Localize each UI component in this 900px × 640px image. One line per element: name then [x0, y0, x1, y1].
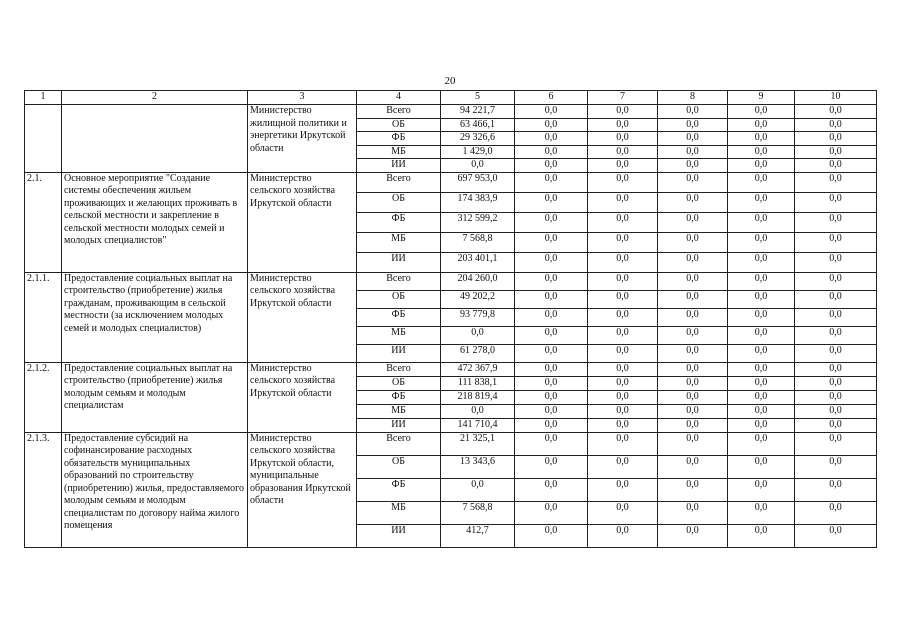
value-cell: 0,0 — [515, 105, 588, 119]
value-cell: 0,0 — [795, 159, 877, 173]
value-cell: 0,0 — [795, 326, 877, 344]
value-cell: 203 401,1 — [441, 252, 515, 272]
funding-source: МБ — [357, 501, 441, 524]
value-cell: 0,0 — [728, 192, 795, 212]
value-cell: 0,0 — [658, 172, 728, 192]
value-cell: 0,0 — [658, 308, 728, 326]
value-cell: 21 325,1 — [441, 432, 515, 455]
value-cell: 0,0 — [588, 432, 658, 455]
value-cell: 174 383,9 — [441, 192, 515, 212]
value-cell: 0,0 — [728, 272, 795, 290]
value-cell: 0,0 — [441, 404, 515, 418]
value-cell: 0,0 — [441, 159, 515, 173]
value-cell: 0,0 — [658, 290, 728, 308]
value-cell: 0,0 — [588, 404, 658, 418]
value-cell: 0,0 — [658, 376, 728, 390]
item-name: Предоставление социальных выплат на строительство (приобретение) жилья молодым семьям и молодым специалистам — [62, 362, 248, 432]
value-cell: 0,0 — [515, 145, 588, 159]
value-cell: 0,0 — [588, 390, 658, 404]
value-cell: 0,0 — [795, 418, 877, 432]
value-cell: 0,0 — [728, 478, 795, 501]
table-row — [25, 362, 877, 376]
value-cell: 0,0 — [658, 524, 728, 547]
value-cell: 0,0 — [588, 105, 658, 119]
funding-source: ИИ — [357, 159, 441, 173]
header-cell: 2 — [62, 91, 248, 105]
responsible-agency: Министерство сельского хозяйства Иркутской области — [248, 172, 357, 272]
value-cell: 0,0 — [795, 362, 877, 376]
value-cell: 0,0 — [795, 145, 877, 159]
value-cell: 7 568,8 — [441, 501, 515, 524]
value-cell: 0,0 — [515, 478, 588, 501]
value-cell: 0,0 — [658, 212, 728, 232]
value-cell: 0,0 — [728, 376, 795, 390]
value-cell: 204 260,0 — [441, 272, 515, 290]
item-number: 2.1.3. — [25, 432, 62, 547]
value-cell: 1 429,0 — [441, 145, 515, 159]
funding-source: ИИ — [357, 252, 441, 272]
value-cell: 0,0 — [515, 290, 588, 308]
value-cell: 0,0 — [795, 232, 877, 252]
value-cell: 0,0 — [728, 252, 795, 272]
funding-source: ОБ — [357, 455, 441, 478]
value-cell: 0,0 — [658, 344, 728, 362]
header-cell: 7 — [588, 91, 658, 105]
value-cell: 0,0 — [588, 212, 658, 232]
funding-source: ФБ — [357, 390, 441, 404]
value-cell: 0,0 — [795, 404, 877, 418]
budget-table — [24, 90, 877, 548]
value-cell: 49 202,2 — [441, 290, 515, 308]
value-cell: 0,0 — [728, 326, 795, 344]
value-cell: 0,0 — [588, 455, 658, 478]
item-name: Предоставление социальных выплат на строительство (приобретение) жилья гражданам, проживающим в сельской местности (за исключением молодых семей и молодых специалистов) — [62, 272, 248, 362]
header-cell: 5 — [441, 91, 515, 105]
item-name — [62, 105, 248, 173]
value-cell: 0,0 — [658, 105, 728, 119]
item-number: 2.1.2. — [25, 362, 62, 432]
value-cell: 0,0 — [515, 432, 588, 455]
value-cell: 0,0 — [515, 418, 588, 432]
funding-source: ИИ — [357, 524, 441, 547]
header-cell: 9 — [728, 91, 795, 105]
funding-source: ФБ — [357, 478, 441, 501]
funding-source: Всего — [357, 432, 441, 455]
funding-source: Всего — [357, 105, 441, 119]
value-cell: 0,0 — [515, 404, 588, 418]
value-cell: 0,0 — [728, 105, 795, 119]
value-cell: 0,0 — [728, 432, 795, 455]
value-cell: 0,0 — [728, 390, 795, 404]
value-cell: 0,0 — [728, 362, 795, 376]
value-cell: 0,0 — [515, 232, 588, 252]
value-cell: 0,0 — [515, 159, 588, 173]
value-cell: 0,0 — [588, 290, 658, 308]
value-cell: 94 221,7 — [441, 105, 515, 119]
value-cell: 0,0 — [588, 501, 658, 524]
value-cell: 0,0 — [658, 478, 728, 501]
value-cell: 0,0 — [658, 404, 728, 418]
value-cell: 0,0 — [795, 524, 877, 547]
value-cell: 0,0 — [515, 344, 588, 362]
value-cell: 0,0 — [795, 290, 877, 308]
item-name: Предоставление субсидий на софинансирование расходных обязательств муниципальных образований по строительству (приобретению) жилья, предоставляемого молодым семьям и молодым специалистам по договору найма жилого помещения — [62, 432, 248, 547]
value-cell: 0,0 — [588, 232, 658, 252]
funding-source: ИИ — [357, 418, 441, 432]
value-cell: 0,0 — [728, 344, 795, 362]
value-cell: 0,0 — [515, 118, 588, 132]
value-cell: 0,0 — [795, 192, 877, 212]
item-number — [25, 105, 62, 173]
value-cell: 0,0 — [515, 501, 588, 524]
value-cell: 0,0 — [795, 308, 877, 326]
header-cell: 10 — [795, 91, 877, 105]
value-cell: 0,0 — [728, 212, 795, 232]
value-cell: 0,0 — [588, 145, 658, 159]
table-row — [25, 105, 877, 119]
responsible-agency: Министерство жилищной политики и энергетики Иркутской области — [248, 105, 357, 173]
value-cell: 0,0 — [515, 362, 588, 376]
value-cell: 0,0 — [588, 362, 658, 376]
value-cell: 0,0 — [588, 172, 658, 192]
value-cell: 0,0 — [795, 212, 877, 232]
value-cell: 0,0 — [728, 232, 795, 252]
value-cell: 0,0 — [588, 478, 658, 501]
value-cell: 0,0 — [728, 290, 795, 308]
value-cell: 13 343,6 — [441, 455, 515, 478]
value-cell: 0,0 — [795, 390, 877, 404]
value-cell: 0,0 — [795, 376, 877, 390]
value-cell: 0,0 — [728, 132, 795, 146]
value-cell: 0,0 — [658, 501, 728, 524]
value-cell: 0,0 — [658, 132, 728, 146]
value-cell: 312 599,2 — [441, 212, 515, 232]
value-cell: 0,0 — [515, 376, 588, 390]
responsible-agency: Министерство сельского хозяйства Иркутской области — [248, 362, 357, 432]
responsible-agency: Министерство сельского хозяйства Иркутской области — [248, 272, 357, 362]
header-cell: 3 — [248, 91, 357, 105]
value-cell: 141 710,4 — [441, 418, 515, 432]
funding-source: ОБ — [357, 118, 441, 132]
value-cell: 0,0 — [728, 308, 795, 326]
funding-source: Всего — [357, 172, 441, 192]
funding-source: ФБ — [357, 308, 441, 326]
value-cell: 7 568,8 — [441, 232, 515, 252]
table-row — [25, 272, 877, 290]
value-cell: 0,0 — [588, 344, 658, 362]
value-cell: 0,0 — [728, 118, 795, 132]
value-cell: 0,0 — [588, 524, 658, 547]
value-cell: 0,0 — [588, 272, 658, 290]
value-cell: 0,0 — [728, 159, 795, 173]
value-cell: 0,0 — [515, 390, 588, 404]
value-cell: 93 779,8 — [441, 308, 515, 326]
value-cell: 0,0 — [515, 308, 588, 326]
value-cell: 0,0 — [588, 376, 658, 390]
value-cell: 0,0 — [588, 118, 658, 132]
value-cell: 0,0 — [728, 172, 795, 192]
value-cell: 0,0 — [658, 192, 728, 212]
value-cell: 61 278,0 — [441, 344, 515, 362]
value-cell: 0,0 — [795, 478, 877, 501]
value-cell: 0,0 — [795, 172, 877, 192]
funding-source: МБ — [357, 145, 441, 159]
value-cell: 0,0 — [515, 326, 588, 344]
value-cell: 0,0 — [728, 404, 795, 418]
value-cell: 0,0 — [588, 326, 658, 344]
value-cell: 0,0 — [588, 418, 658, 432]
value-cell: 0,0 — [658, 455, 728, 478]
value-cell: 0,0 — [658, 252, 728, 272]
value-cell: 0,0 — [795, 118, 877, 132]
value-cell: 0,0 — [728, 418, 795, 432]
value-cell: 0,0 — [658, 232, 728, 252]
header-row — [25, 91, 877, 105]
funding-source: ОБ — [357, 192, 441, 212]
value-cell: 0,0 — [658, 159, 728, 173]
value-cell: 0,0 — [658, 145, 728, 159]
header-cell: 4 — [357, 91, 441, 105]
value-cell: 0,0 — [795, 105, 877, 119]
value-cell: 0,0 — [515, 524, 588, 547]
value-cell: 0,0 — [588, 192, 658, 212]
item-name: Основное мероприятие "Создание системы обеспечения жильем проживающих и желающих проживать в сельской местности и закрепление в сельской местности молодых семей и молодых специалистов" — [62, 172, 248, 272]
value-cell: 0,0 — [588, 132, 658, 146]
value-cell: 0,0 — [795, 432, 877, 455]
value-cell: 472 367,9 — [441, 362, 515, 376]
value-cell: 0,0 — [658, 432, 728, 455]
table-row — [25, 432, 877, 455]
value-cell: 0,0 — [515, 132, 588, 146]
value-cell: 0,0 — [728, 455, 795, 478]
value-cell: 0,0 — [795, 252, 877, 272]
funding-source: МБ — [357, 326, 441, 344]
funding-source: Всего — [357, 272, 441, 290]
value-cell: 0,0 — [515, 192, 588, 212]
value-cell: 29 326,6 — [441, 132, 515, 146]
table-row — [25, 172, 877, 192]
header-cell: 8 — [658, 91, 728, 105]
value-cell: 0,0 — [795, 132, 877, 146]
value-cell: 0,0 — [515, 272, 588, 290]
funding-source: ИИ — [357, 344, 441, 362]
value-cell: 0,0 — [728, 524, 795, 547]
funding-source: ФБ — [357, 132, 441, 146]
funding-source: ФБ — [357, 212, 441, 232]
funding-source: МБ — [357, 232, 441, 252]
funding-source: ОБ — [357, 290, 441, 308]
value-cell: 0,0 — [441, 326, 515, 344]
value-cell: 0,0 — [658, 418, 728, 432]
responsible-agency: Министерство сельского хозяйства Иркутской области, муниципальные образования Иркутской области — [248, 432, 357, 547]
value-cell: 0,0 — [658, 272, 728, 290]
value-cell: 412,7 — [441, 524, 515, 547]
value-cell: 0,0 — [588, 308, 658, 326]
value-cell: 218 819,4 — [441, 390, 515, 404]
header-cell: 6 — [515, 91, 588, 105]
value-cell: 0,0 — [728, 145, 795, 159]
value-cell: 0,0 — [658, 326, 728, 344]
value-cell: 63 466,1 — [441, 118, 515, 132]
header-cell: 1 — [25, 91, 62, 105]
value-cell: 0,0 — [795, 272, 877, 290]
value-cell: 0,0 — [658, 118, 728, 132]
value-cell: 0,0 — [515, 252, 588, 272]
value-cell: 0,0 — [588, 159, 658, 173]
value-cell: 0,0 — [515, 455, 588, 478]
item-number: 2.1.1. — [25, 272, 62, 362]
funding-source: ОБ — [357, 376, 441, 390]
value-cell: 0,0 — [515, 212, 588, 232]
value-cell: 111 838,1 — [441, 376, 515, 390]
value-cell: 0,0 — [441, 478, 515, 501]
value-cell: 0,0 — [658, 390, 728, 404]
value-cell: 0,0 — [588, 252, 658, 272]
funding-source: МБ — [357, 404, 441, 418]
page-number: 20 — [444, 75, 456, 87]
value-cell: 0,0 — [795, 344, 877, 362]
funding-source: Всего — [357, 362, 441, 376]
value-cell: 0,0 — [795, 501, 877, 524]
value-cell: 0,0 — [658, 362, 728, 376]
value-cell: 0,0 — [515, 172, 588, 192]
value-cell: 0,0 — [795, 455, 877, 478]
item-number: 2.1. — [25, 172, 62, 272]
value-cell: 0,0 — [728, 501, 795, 524]
value-cell: 697 953,0 — [441, 172, 515, 192]
